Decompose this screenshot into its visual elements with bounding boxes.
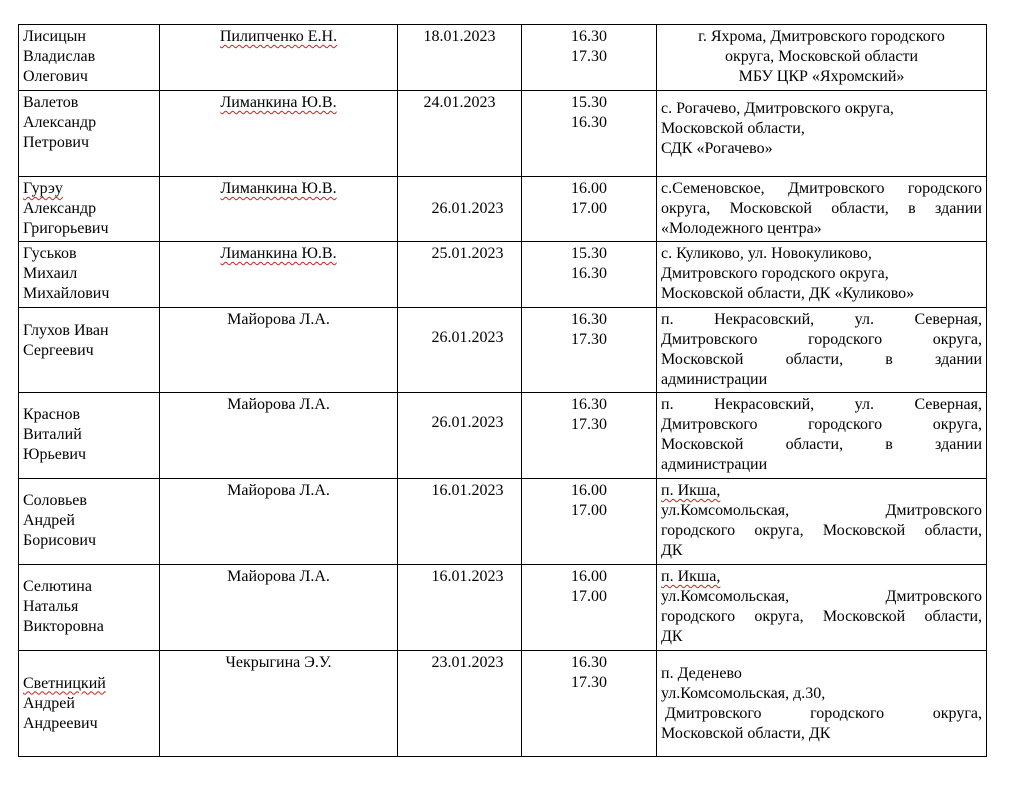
person-surname: Валетов <box>23 94 79 111</box>
person-name-line: Глухов Иван <box>23 322 109 339</box>
leader-cell <box>160 242 398 308</box>
leader-name: Пилипченко Е.Н. <box>219 28 338 45</box>
person-name-cell <box>19 393 160 479</box>
schedule-table <box>18 24 987 757</box>
leader-cell <box>160 308 398 393</box>
address-line: г. Яхрома, Дмитровского городского <box>698 28 945 45</box>
address-line: ул.Комсомольская, Дмитровского <box>661 502 982 519</box>
table-row <box>19 308 987 393</box>
person-patronymic: Петрович <box>23 134 90 151</box>
time-end: 17.30 <box>571 48 607 65</box>
leader-name: Чекрыгина Э.У. <box>225 654 332 671</box>
address-cell <box>657 651 987 757</box>
times-cell <box>522 91 657 177</box>
table-row <box>19 479 987 565</box>
date-cell <box>398 651 522 757</box>
address-line: Московской области, в здании <box>661 436 982 453</box>
time-start: 15.30 <box>571 245 607 262</box>
times-cell <box>522 25 657 91</box>
address-cell <box>657 393 987 479</box>
address-cell <box>657 242 987 308</box>
table-row <box>19 565 987 651</box>
leader-cell <box>160 177 398 242</box>
time-end: 17.30 <box>571 416 607 433</box>
times-cell <box>522 479 657 565</box>
table-row <box>19 91 987 177</box>
address-line: ул.Комсомольская, Дмитровского <box>661 588 982 605</box>
address-line: Дмитровского городского округа, <box>661 265 889 282</box>
meeting-date: 23.01.2023 <box>431 654 504 671</box>
time-start: 16.00 <box>571 482 607 499</box>
address-line: «Молодежного центра» <box>661 220 822 237</box>
meeting-date: 16.01.2023 <box>431 568 504 585</box>
table-row <box>19 242 987 308</box>
address-line: ДК <box>661 628 683 645</box>
address-line: администрации <box>661 456 768 473</box>
person-first-name: Владислав <box>23 48 96 65</box>
person-name-cell <box>19 177 160 242</box>
address-line: с. Куликово, ул. Новокуликово, <box>661 245 872 262</box>
person-name-cell <box>19 308 160 393</box>
address-line: СДК «Рогачево» <box>661 140 773 157</box>
date-cell <box>398 177 522 242</box>
person-surname: Лисицын <box>23 28 86 45</box>
time-end: 16.30 <box>571 114 607 131</box>
person-patronymic: Михайлович <box>23 285 110 302</box>
table-row <box>19 177 987 242</box>
date-cell <box>398 393 522 479</box>
address-line: Московской области, в здании <box>661 351 982 368</box>
address-line: Московской области, <box>661 120 805 137</box>
person-name-cell <box>19 91 160 177</box>
times-cell <box>522 242 657 308</box>
address-cell <box>657 25 987 91</box>
times-cell <box>522 565 657 651</box>
address-line: п. Некрасовский, ул. Северная, <box>661 311 982 328</box>
person-patronymic: Андреевич <box>23 714 98 732</box>
leader-name: Лиманкина Ю.В. <box>220 245 337 262</box>
table-row <box>19 25 987 91</box>
person-name-cell <box>19 25 160 91</box>
person-name-cell <box>19 479 160 565</box>
address-cell <box>657 565 987 651</box>
address-line: Дмитровского городского округа, <box>661 331 982 348</box>
person-first-name: Андрей <box>23 512 75 529</box>
time-end: 16.30 <box>571 265 607 282</box>
leader-cell <box>160 479 398 565</box>
person-patronymic: Олегович <box>23 68 88 85</box>
times-cell <box>522 308 657 393</box>
time-start: 16.30 <box>571 28 607 45</box>
address-line: с. Рогачево, Дмитровского округа, <box>661 100 894 117</box>
person-patronymic: Юрьевич <box>23 446 87 463</box>
person-patronymic: Сергеевич <box>23 342 94 359</box>
leader-cell <box>160 651 398 757</box>
date-cell <box>398 479 522 565</box>
address-line: МБУ ЦКР «Яхромский» <box>738 68 905 85</box>
person-name-cell <box>19 565 160 651</box>
person-surname: Гурэу <box>23 180 63 197</box>
leader-name: Майорова Л.А. <box>227 482 330 499</box>
address-line: Дмитровского городского округа, <box>665 704 982 722</box>
leader-cell <box>160 393 398 479</box>
address-text: п. Икша, <box>661 482 721 499</box>
time-end: 17.30 <box>571 674 607 691</box>
table-row <box>19 393 987 479</box>
address-cell <box>657 91 987 177</box>
times-cell <box>522 651 657 757</box>
person-first-name: Александр <box>23 200 97 217</box>
date-cell <box>398 242 522 308</box>
address-cell <box>657 177 987 242</box>
time-start: 16.30 <box>571 311 607 328</box>
address-line: ДК <box>661 542 683 559</box>
address-line: округа, Московской области <box>724 48 919 65</box>
leader-name: Майорова Л.А. <box>227 311 330 328</box>
address-line: ул.Комсомольская, д.30, <box>661 684 826 702</box>
address-line: городского округа, Московской области, <box>661 608 982 625</box>
meeting-date: 24.01.2023 <box>423 94 496 111</box>
time-end: 17.00 <box>571 588 607 605</box>
address-text: п. Икша, <box>661 568 721 585</box>
meeting-date: 25.01.2023 <box>431 245 504 262</box>
date-cell <box>398 91 522 177</box>
address-cell <box>657 479 987 565</box>
person-first-name: Наталья <box>23 598 79 615</box>
address-line: Дмитровского городского округа, <box>661 416 982 433</box>
leader-name: Лиманкина Ю.В. <box>220 94 337 111</box>
person-surname: Соловьев <box>23 492 87 509</box>
address-line: городского округа, Московской области, <box>661 522 982 539</box>
person-surname: Селютина <box>23 578 92 595</box>
time-end: 17.00 <box>571 502 607 519</box>
person-patronymic: Борисович <box>23 532 97 549</box>
person-surname <box>23 674 155 694</box>
person-first-name: Виталий <box>23 426 82 443</box>
address-line: округа, Московской области, в здании <box>661 200 982 217</box>
leader-cell <box>160 25 398 91</box>
leader-cell <box>160 91 398 177</box>
time-end: 17.30 <box>571 331 607 348</box>
person-patronymic: Григорьевич <box>23 220 109 237</box>
address-line: Московской области, ДК <box>661 724 831 742</box>
meeting-date: 16.01.2023 <box>431 482 504 499</box>
person-surname: Гуськов <box>23 245 77 262</box>
address-line: администрации <box>661 371 768 388</box>
leader-name: Майорова Л.А. <box>227 568 330 585</box>
leader-name: Майорова Л.А. <box>227 396 330 413</box>
leader-name: Лиманкина Ю.В. <box>220 180 337 197</box>
address-line <box>661 481 982 501</box>
table-row <box>19 651 987 757</box>
address-line: с.Семеновское, Дмитровского городского <box>661 180 982 197</box>
date-cell <box>398 565 522 651</box>
date-cell <box>398 25 522 91</box>
times-cell <box>522 393 657 479</box>
person-surname-text: Светницкий <box>23 674 106 692</box>
times-cell <box>522 177 657 242</box>
person-surname: Краснов <box>23 406 80 423</box>
person-name-cell <box>19 651 160 757</box>
date-cell <box>398 308 522 393</box>
time-start: 16.30 <box>571 654 607 671</box>
address-line: Московской области, ДК «Куликово» <box>661 285 915 302</box>
address-line: п. Некрасовский, ул. Северная, <box>661 396 982 413</box>
meeting-date: 26.01.2023 <box>431 414 504 431</box>
leader-cell <box>160 565 398 651</box>
meeting-date: 26.01.2023 <box>431 329 504 346</box>
time-start: 15.30 <box>571 94 607 111</box>
address-line <box>661 567 982 587</box>
meeting-date: 18.01.2023 <box>423 28 496 45</box>
person-first-name: Андрей <box>23 694 75 712</box>
time-start: 16.00 <box>571 568 607 585</box>
address-line: п. Деденево <box>661 664 742 682</box>
person-first-name: Михаил <box>23 265 78 282</box>
meeting-date: 26.01.2023 <box>431 200 504 217</box>
time-start: 16.00 <box>571 180 607 197</box>
person-patronymic: Викторовна <box>23 618 104 635</box>
person-name-cell <box>19 242 160 308</box>
person-first-name: Александр <box>23 114 97 131</box>
time-start: 16.30 <box>571 396 607 413</box>
time-end: 17.00 <box>571 200 607 217</box>
address-cell <box>657 308 987 393</box>
